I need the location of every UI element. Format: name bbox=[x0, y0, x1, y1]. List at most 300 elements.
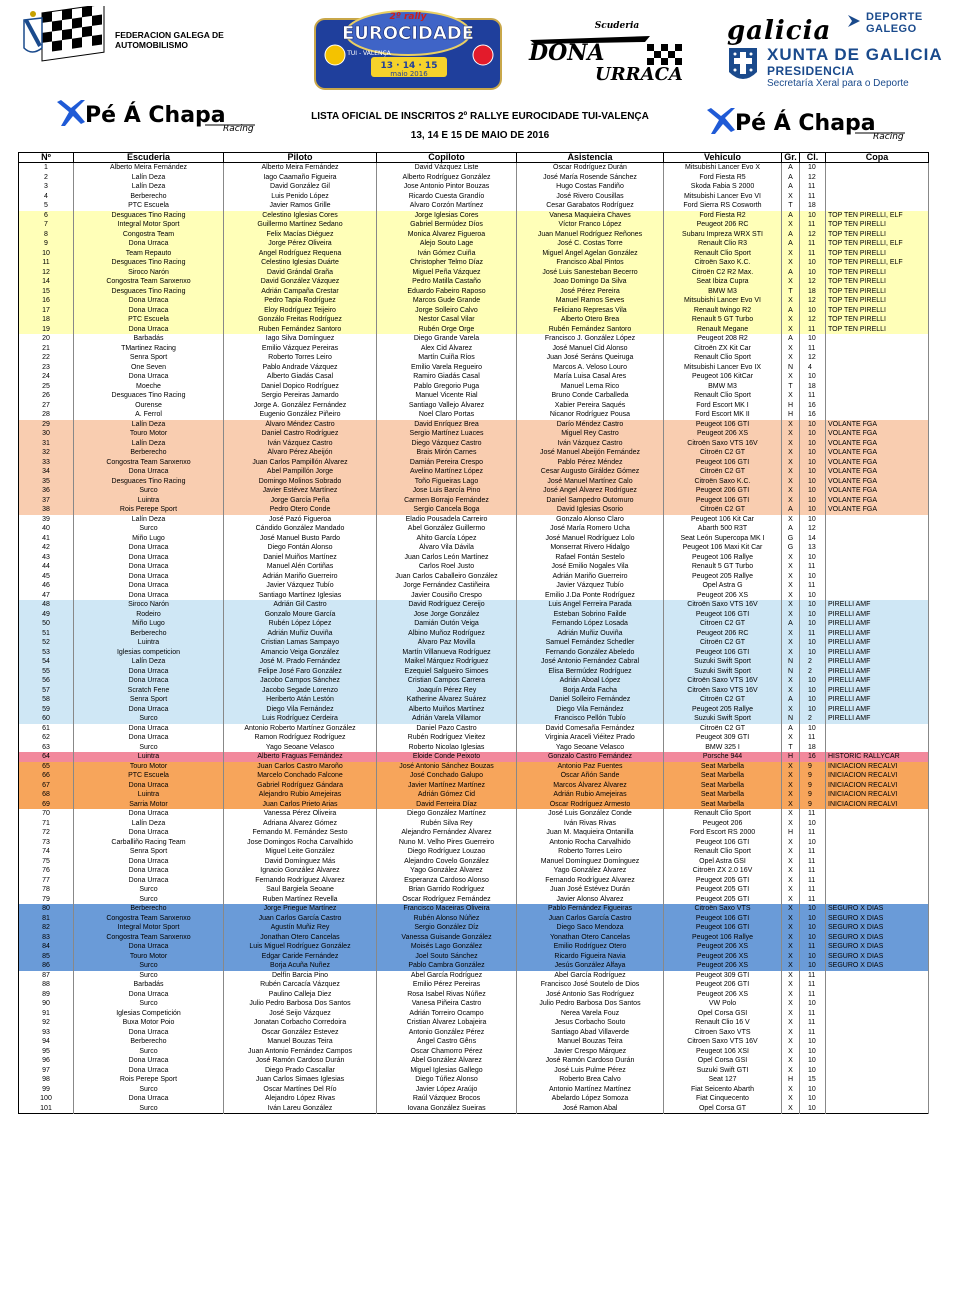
entry-vehiculo: Mitsubishi Lancer Evo VI bbox=[664, 296, 782, 306]
entry-copiloto: Brais Mirón Carnes bbox=[377, 448, 517, 458]
entry-number: 24 bbox=[19, 372, 74, 382]
entry-asistencia: Miguel Rey Castro bbox=[517, 429, 664, 439]
entry-copa bbox=[826, 1075, 929, 1085]
entry-copa bbox=[826, 572, 929, 582]
table-row bbox=[19, 629, 929, 639]
entry-number: 93 bbox=[19, 1028, 74, 1038]
entry-clase: 11 bbox=[800, 990, 826, 1000]
entry-number: 45 bbox=[19, 572, 74, 582]
entry-copiloto: Miguel Peña Vázquez bbox=[377, 268, 517, 278]
entry-grupo: T bbox=[782, 287, 800, 297]
entry-clase: 11 bbox=[800, 895, 826, 905]
entry-copa: SEGURO X DIAS bbox=[826, 933, 929, 943]
entry-asistencia: Manuel Bouzas Teira bbox=[517, 1037, 664, 1047]
entry-copiloto: Brian Garrido Rodríguez bbox=[377, 885, 517, 895]
entry-number: 101 bbox=[19, 1104, 74, 1114]
entry-piloto: Celestino Iglesias Cores bbox=[224, 211, 377, 221]
entry-number: 41 bbox=[19, 534, 74, 544]
entry-piloto: Gonzalo Moure García bbox=[224, 610, 377, 620]
entry-copiloto: Vanessa Guisande González bbox=[377, 933, 517, 943]
entry-piloto: Óscar González Estevez bbox=[224, 1028, 377, 1038]
entry-asistencia: Nicanor Rodríguez Pousa bbox=[517, 410, 664, 420]
entry-clase: 11 bbox=[800, 828, 826, 838]
entry-clase: 11 bbox=[800, 581, 826, 591]
entry-clase: 10 bbox=[800, 1056, 826, 1066]
entry-vehiculo: Citroën C2 GT bbox=[664, 724, 782, 734]
entry-copiloto: Eloide Conde Peixoto bbox=[377, 752, 517, 762]
entry-clase: 11 bbox=[800, 942, 826, 952]
entry-clase: 10 bbox=[800, 448, 826, 458]
entry-vehiculo: Suzuki Swift GTI bbox=[664, 1066, 782, 1076]
entry-vehiculo: Peugeot 106 GTI bbox=[664, 420, 782, 430]
entry-clase: 10 bbox=[800, 467, 826, 477]
table-row bbox=[19, 363, 929, 373]
entry-grupo: X bbox=[782, 1066, 800, 1076]
entry-vehiculo: Peugeot 205 Rallye bbox=[664, 572, 782, 582]
table-row bbox=[19, 904, 929, 914]
entry-piloto: Javier Estévez Martínez bbox=[224, 486, 377, 496]
entry-piloto: Luis Rodríguez Cerdeira bbox=[224, 714, 377, 724]
entry-vehiculo: Peugeot 206 XS bbox=[664, 990, 782, 1000]
entry-vehiculo: BMW 325 I bbox=[664, 743, 782, 753]
entry-vehiculo: Peugeot 106 KitCar bbox=[664, 372, 782, 382]
entry-copiloto: Monica Álvarez Figueroa bbox=[377, 230, 517, 240]
entry-piloto: Ramon Rodríguez Rodríguez bbox=[224, 733, 377, 743]
entry-clase: 10 bbox=[800, 429, 826, 439]
entry-copa: TOP TEN PIRELLI, ELF bbox=[826, 211, 929, 221]
xunta-line1: XUNTA DE GALICIA bbox=[767, 45, 943, 64]
entry-copa: TOP TEN PIRELLI bbox=[826, 277, 929, 287]
entry-piloto: Vanessa Pérez Oliveira bbox=[224, 809, 377, 819]
entry-escuderia: Team Repauto bbox=[74, 249, 224, 259]
entry-grupo: N bbox=[782, 667, 800, 677]
entry-asistencia: Roberto Brea Calvo bbox=[517, 1075, 664, 1085]
entry-piloto: Celestino Iglesias Duárte bbox=[224, 258, 377, 268]
entry-piloto: Jorge García Peña bbox=[224, 496, 377, 506]
entry-vehiculo: Renault Clio 16 V bbox=[664, 1018, 782, 1028]
entry-clase: 10 bbox=[800, 1066, 826, 1076]
table-row bbox=[19, 1056, 929, 1066]
scuderia-dona-urraca-logo bbox=[525, 18, 695, 88]
entry-piloto: José Manuel Busto Pardo bbox=[224, 534, 377, 544]
entry-number: 34 bbox=[19, 467, 74, 477]
entry-number: 76 bbox=[19, 866, 74, 876]
entry-clase: 11 bbox=[800, 192, 826, 202]
entry-number: 5 bbox=[19, 201, 74, 211]
galicia-wordmark: galicia bbox=[727, 16, 832, 46]
entry-copiloto: Alvaro Corzón Martínez bbox=[377, 201, 517, 211]
entry-grupo: X bbox=[782, 961, 800, 971]
entry-grupo: X bbox=[782, 296, 800, 306]
entry-copa bbox=[826, 163, 929, 173]
entry-escuderia: Dona Urraca bbox=[74, 667, 224, 677]
entry-copiloto: Abel González Guillermo bbox=[377, 524, 517, 534]
entry-clase: 12 bbox=[800, 353, 826, 363]
entry-vehiculo: Mitsubishi Lancer Evo VI bbox=[664, 192, 782, 202]
entry-escuderia: Lalín Deza bbox=[74, 420, 224, 430]
deporte-line2: GALEGO bbox=[866, 23, 917, 35]
entry-grupo: T bbox=[782, 382, 800, 392]
entry-asistencia: Monserrat Rivero Hidalgo bbox=[517, 543, 664, 553]
entry-number: 49 bbox=[19, 610, 74, 620]
entry-number: 1 bbox=[19, 163, 74, 173]
entry-copiloto: Javier Martínez Martínez bbox=[377, 781, 517, 791]
entry-clase: 10 bbox=[800, 1104, 826, 1114]
entry-asistencia: Fernando González Abeledo bbox=[517, 648, 664, 658]
entry-piloto: Javier Vázquez Tubío bbox=[224, 581, 377, 591]
entry-copa: TOP TEN PIRELLI bbox=[826, 306, 929, 316]
entry-escuderia: Surco bbox=[74, 999, 224, 1009]
entry-number: 14 bbox=[19, 277, 74, 287]
table-row bbox=[19, 458, 929, 468]
entry-number: 75 bbox=[19, 857, 74, 867]
entry-piloto: Emilio Vázquez Pereiras bbox=[224, 344, 377, 354]
document-title: LISTA OFICIAL DE INSCRITOS 2º RALLYE EUROCIDADE TUI-VALENÇA bbox=[311, 111, 649, 122]
entry-escuderia: Surco bbox=[74, 971, 224, 981]
entry-piloto: Pedro Tapia Rodríguez bbox=[224, 296, 377, 306]
entry-escuderia: Touro Motor bbox=[74, 762, 224, 772]
entry-copiloto: Maikel Márquez Rodríguez bbox=[377, 657, 517, 667]
entry-copa bbox=[826, 1018, 929, 1028]
table-row bbox=[19, 211, 929, 221]
entry-number: 17 bbox=[19, 306, 74, 316]
entry-clase: 9 bbox=[800, 790, 826, 800]
table-row bbox=[19, 961, 929, 971]
entry-clase: 12 bbox=[800, 230, 826, 240]
entry-vehiculo: Peugeot 106 GTI bbox=[664, 610, 782, 620]
entry-asistencia: Daniel Solleiro Fernández bbox=[517, 695, 664, 705]
entry-copiloto: Ramiro Giadás Casal bbox=[377, 372, 517, 382]
entry-escuderia: Lalín Deza bbox=[74, 657, 224, 667]
entry-escuderia: Dona Urraca bbox=[74, 942, 224, 952]
entry-clase: 11 bbox=[800, 325, 826, 335]
table-row bbox=[19, 467, 929, 477]
entry-vehiculo: Citroën Saxo VTS bbox=[664, 904, 782, 914]
entry-grupo: X bbox=[782, 258, 800, 268]
entry-grupo: X bbox=[782, 448, 800, 458]
entry-clase: 10 bbox=[800, 1094, 826, 1104]
col-header-grupo: Gr. bbox=[782, 153, 800, 163]
entry-clase: 18 bbox=[800, 201, 826, 211]
entry-grupo: X bbox=[782, 790, 800, 800]
entry-asistencia: David Comesaña Fernández bbox=[517, 724, 664, 734]
entry-asistencia: Juan José Seráns Queiruga bbox=[517, 353, 664, 363]
entry-escuderia: Congostra Team Sanxenxo bbox=[74, 933, 224, 943]
entry-copiloto: Eladio Pousadela Carreiro bbox=[377, 515, 517, 525]
entry-copiloto: Jorge Iglesias Cores bbox=[377, 211, 517, 221]
entry-clase: 10 bbox=[800, 477, 826, 487]
document-date: 13, 14 E 15 DE MAIO DE 2016 bbox=[410, 130, 550, 141]
entry-number: 23 bbox=[19, 363, 74, 373]
entry-number: 52 bbox=[19, 638, 74, 648]
entry-piloto: Álvaro Méndez Castro bbox=[224, 420, 377, 430]
entry-asistencia: Ricardo Figueira Navia bbox=[517, 952, 664, 962]
entry-asistencia: Víctor Franco López bbox=[517, 220, 664, 230]
entry-copiloto: Ángel Castro Gêns bbox=[377, 1037, 517, 1047]
entry-copa bbox=[826, 581, 929, 591]
entry-number: 21 bbox=[19, 344, 74, 354]
entry-copiloto: Jose Luis Barcía Pino bbox=[377, 486, 517, 496]
entry-escuderia: Dona Urraca bbox=[74, 809, 224, 819]
entry-copiloto: Raúl Vázquez Brocos bbox=[377, 1094, 517, 1104]
entry-escuderia: Dona Urraca bbox=[74, 724, 224, 734]
entry-piloto: Juan Carlos Pampillón Álvarez bbox=[224, 458, 377, 468]
table-row bbox=[19, 667, 929, 677]
entry-number: 29 bbox=[19, 420, 74, 430]
entry-copa: VOLANTE FGA bbox=[826, 458, 929, 468]
entry-clase: 18 bbox=[800, 382, 826, 392]
entry-number: 20 bbox=[19, 334, 74, 344]
entry-number: 89 bbox=[19, 990, 74, 1000]
entry-copiloto: Katherine Álvarez Suárez bbox=[377, 695, 517, 705]
entry-grupo: H bbox=[782, 410, 800, 420]
entry-escuderia: Iglesias Competición bbox=[74, 1009, 224, 1019]
entry-asistencia: Santiago Abad Villaverde bbox=[517, 1028, 664, 1038]
entry-copiloto: Martín Villanueva Rodríguez bbox=[377, 648, 517, 658]
entry-copa: TOP TEN PIRELLI bbox=[826, 315, 929, 325]
entry-piloto: Pedro Otero Conde bbox=[224, 505, 377, 515]
entry-vehiculo: Skoda Fabia S 2000 bbox=[664, 182, 782, 192]
entry-vehiculo: Peugeot 106 XSI bbox=[664, 1047, 782, 1057]
entry-vehiculo: Peugeot 206 XS bbox=[664, 429, 782, 439]
entry-copiloto: Álvaro Vila Dávila bbox=[377, 543, 517, 553]
entry-grupo: X bbox=[782, 458, 800, 468]
entry-copa bbox=[826, 382, 929, 392]
entry-copiloto: José Antonio Sánchez Bouzas bbox=[377, 762, 517, 772]
entry-asistencia: Bruno Conde Carballeda bbox=[517, 391, 664, 401]
entry-escuderia: Dona Urraca bbox=[74, 990, 224, 1000]
entry-clase: 10 bbox=[800, 933, 826, 943]
entry-asistencia: Adrián Muñiz Ouviña bbox=[517, 629, 664, 639]
entry-grupo: H bbox=[782, 1075, 800, 1085]
entry-escuderia: Dona Urraca bbox=[74, 828, 224, 838]
entry-copa bbox=[826, 363, 929, 373]
entry-escuderia: Surco bbox=[74, 1047, 224, 1057]
table-row bbox=[19, 296, 929, 306]
entry-vehiculo: Peugeot 106 GTI bbox=[664, 923, 782, 933]
xunta-line3: Secretaría Xeral para o Deporte bbox=[767, 78, 909, 89]
entry-copiloto: Albino Muñoz Rodríguez bbox=[377, 629, 517, 639]
entry-grupo: X bbox=[782, 562, 800, 572]
entry-clase: 11 bbox=[800, 866, 826, 876]
entry-number: 66 bbox=[19, 771, 74, 781]
entry-asistencia: Virginia Araceli Viéitez Prado bbox=[517, 733, 664, 743]
table-row bbox=[19, 239, 929, 249]
entry-vehiculo: Citroën Saxo VTS 16V bbox=[664, 676, 782, 686]
entry-grupo: X bbox=[782, 648, 800, 658]
entry-asistencia: José Ramon Abal bbox=[517, 1104, 664, 1114]
entry-clase: 15 bbox=[800, 1075, 826, 1085]
entry-number: 7 bbox=[19, 220, 74, 230]
entry-vehiculo: Opel Corsa GSI bbox=[664, 1009, 782, 1019]
table-row bbox=[19, 553, 929, 563]
entry-asistencia: Jesús González Alfaya bbox=[517, 961, 664, 971]
entry-number: 54 bbox=[19, 657, 74, 667]
entry-copa bbox=[826, 857, 929, 867]
entry-copiloto: Moisés Lago González bbox=[377, 942, 517, 952]
entry-escuderia: Dona Urraca bbox=[74, 705, 224, 715]
entry-copa: VOLANTE FGA bbox=[826, 486, 929, 496]
entry-grupo: X bbox=[782, 220, 800, 230]
table-row bbox=[19, 638, 929, 648]
entry-clase: 11 bbox=[800, 391, 826, 401]
entry-escuderia: Dona Urraca bbox=[74, 572, 224, 582]
table-row bbox=[19, 914, 929, 924]
entry-piloto: José Ramón Cardoso Durán bbox=[224, 1056, 377, 1066]
entry-grupo: G bbox=[782, 543, 800, 553]
entry-vehiculo: Peugeot 206 GTI bbox=[664, 980, 782, 990]
entry-vehiculo: Ford Fiesta R5 bbox=[664, 173, 782, 183]
entry-vehiculo: Citroën ZX 2.0 16V bbox=[664, 866, 782, 876]
entry-grupo: X bbox=[782, 572, 800, 582]
entry-escuderia: Surco bbox=[74, 486, 224, 496]
entry-asistencia: Diego Saco Mendoza bbox=[517, 923, 664, 933]
entry-asistencia: José Antonio Sas Rodríguez bbox=[517, 990, 664, 1000]
entry-clase: 9 bbox=[800, 781, 826, 791]
entry-vehiculo: Peugeot 106 GTI bbox=[664, 914, 782, 924]
entry-copa bbox=[826, 201, 929, 211]
entry-asistencia: Antonio Martínez Martínez bbox=[517, 1085, 664, 1095]
entry-asistencia: Abel García Rodríguez bbox=[517, 971, 664, 981]
entry-copa bbox=[826, 344, 929, 354]
pe-sub-left: Racing bbox=[223, 124, 254, 134]
entry-number: 85 bbox=[19, 952, 74, 962]
entry-vehiculo: Renault 5 GT Turbo bbox=[664, 315, 782, 325]
entry-vehiculo: Citroën Saxo VTS 16V bbox=[664, 439, 782, 449]
table-row bbox=[19, 477, 929, 487]
entry-asistencia: José Manuel Rodríguez Lolo bbox=[517, 534, 664, 544]
entry-copa: SEGURO X DIAS bbox=[826, 923, 929, 933]
entry-escuderia: Luintra bbox=[74, 790, 224, 800]
entry-grupo: A bbox=[782, 239, 800, 249]
entry-vehiculo: Peugeot 106 Rallye bbox=[664, 933, 782, 943]
entry-copa: PIRELLI AMF bbox=[826, 610, 929, 620]
entry-piloto: Oscar Martínes Del Río bbox=[224, 1085, 377, 1095]
entry-asistencia: Fernando López Losada bbox=[517, 619, 664, 629]
entry-number: 100 bbox=[19, 1094, 74, 1104]
xunta-cross-icon bbox=[727, 46, 759, 86]
entry-piloto: Edgar Caride Fernández bbox=[224, 952, 377, 962]
table-row bbox=[19, 534, 929, 544]
entry-copiloto: Vanesa Piñeira Castro bbox=[377, 999, 517, 1009]
entry-asistencia: Rubén Fernández Santoro bbox=[517, 325, 664, 335]
entry-grupo: X bbox=[782, 980, 800, 990]
table-row bbox=[19, 610, 929, 620]
table-row bbox=[19, 306, 929, 316]
table-row bbox=[19, 410, 929, 420]
entry-vehiculo: Renault Clio Sport bbox=[664, 847, 782, 857]
entry-clase: 18 bbox=[800, 743, 826, 753]
entry-copa: INICIACION RECALVI bbox=[826, 800, 929, 810]
entry-vehiculo: Peugeot 205 GTI bbox=[664, 876, 782, 886]
entry-escuderia: Surco bbox=[74, 1104, 224, 1114]
entry-grupo: X bbox=[782, 942, 800, 952]
entry-clase: 10 bbox=[800, 458, 826, 468]
entry-copiloto: Sergio Cancela Boga bbox=[377, 505, 517, 515]
entry-copiloto: Carmen Borrajo Fernández bbox=[377, 496, 517, 506]
entry-escuderia: Dona Urraca bbox=[74, 781, 224, 791]
pe-a-chapa-logo-right bbox=[705, 106, 915, 142]
table-row bbox=[19, 847, 929, 857]
entry-number: 80 bbox=[19, 904, 74, 914]
entry-escuderia: Dona Urraca bbox=[74, 562, 224, 572]
entry-escuderia: PTC Escuela bbox=[74, 315, 224, 325]
entry-piloto: Fernando Rodríguez Álvarez bbox=[224, 876, 377, 886]
entry-asistencia: Francisco José Soutelo de Dios bbox=[517, 980, 664, 990]
entry-number: 47 bbox=[19, 591, 74, 601]
entry-asistencia: José Ramón Cardoso Durán bbox=[517, 1056, 664, 1066]
entry-number: 97 bbox=[19, 1066, 74, 1076]
entry-number: 82 bbox=[19, 923, 74, 933]
entry-copa: SEGURO X DIAS bbox=[826, 952, 929, 962]
col-header-copa: Copa bbox=[826, 153, 929, 163]
entry-number: 46 bbox=[19, 581, 74, 591]
entry-copa: PIRELLI AMF bbox=[826, 686, 929, 696]
table-row bbox=[19, 268, 929, 278]
entry-copa bbox=[826, 828, 929, 838]
entry-grupo: X bbox=[782, 1028, 800, 1038]
entry-grupo: X bbox=[782, 705, 800, 715]
entry-asistencia: Emilio Rodríguez Otero bbox=[517, 942, 664, 952]
table-row bbox=[19, 543, 929, 553]
entry-asistencia: Óscar Añón Sande bbox=[517, 771, 664, 781]
entry-escuderia: Luintra bbox=[74, 752, 224, 762]
entry-asistencia: Daniel Sampedro Outomuro bbox=[517, 496, 664, 506]
entry-copa: PIRELLI AMF bbox=[826, 619, 929, 629]
table-row bbox=[19, 201, 929, 211]
entry-number: 88 bbox=[19, 980, 74, 990]
entry-asistencia: Cesar Augusto Giráldez Gómez bbox=[517, 467, 664, 477]
entry-piloto: Daniel Dopico Rodríguez bbox=[224, 382, 377, 392]
entry-grupo: X bbox=[782, 866, 800, 876]
entry-asistencia: Elisa Bermúdez Rodríguez bbox=[517, 667, 664, 677]
entry-escuderia: Dona Urraca bbox=[74, 372, 224, 382]
entry-copa: TOP TEN PIRELLI bbox=[826, 230, 929, 240]
entry-clase: 10 bbox=[800, 268, 826, 278]
entry-copiloto: Pedro Matilla Castaño bbox=[377, 277, 517, 287]
entry-piloto: Fernando M. Fernández Sesto bbox=[224, 828, 377, 838]
entry-clase: 9 bbox=[800, 800, 826, 810]
entry-piloto: Sergio Pereiras Jamardo bbox=[224, 391, 377, 401]
entry-number: 8 bbox=[19, 230, 74, 240]
entry-clase: 10 bbox=[800, 686, 826, 696]
entry-grupo: X bbox=[782, 610, 800, 620]
entry-copiloto: Sergio González Díz bbox=[377, 923, 517, 933]
entry-asistencia: Esteban Sobrino Failde bbox=[517, 610, 664, 620]
entry-vehiculo: Citroën Saxo VTS 16V bbox=[664, 686, 782, 696]
entry-asistencia: José Luis Pulme Pérez bbox=[517, 1066, 664, 1076]
entry-vehiculo: Seat Marbella bbox=[664, 790, 782, 800]
entry-grupo: X bbox=[782, 467, 800, 477]
entry-clase: 10 bbox=[800, 486, 826, 496]
entry-clase: 10 bbox=[800, 999, 826, 1009]
table-row bbox=[19, 743, 929, 753]
entry-grupo: X bbox=[782, 486, 800, 496]
entry-copa bbox=[826, 999, 929, 1009]
entry-copiloto: Jorge Solleiro Calvo bbox=[377, 306, 517, 316]
entry-escuderia: Ourense bbox=[74, 401, 224, 411]
entry-escuderia: Dona Urraca bbox=[74, 581, 224, 591]
entry-copiloto: Joaquín Pérez Rey bbox=[377, 686, 517, 696]
entry-piloto: Iago Caamaño Figueira bbox=[224, 173, 377, 183]
table-row bbox=[19, 486, 929, 496]
entry-clase: 18 bbox=[800, 287, 826, 297]
entry-copa: SEGURO X DIAS bbox=[826, 904, 929, 914]
entry-piloto: Rubén López López bbox=[224, 619, 377, 629]
entry-number: 27 bbox=[19, 401, 74, 411]
table-row bbox=[19, 828, 929, 838]
entry-vehiculo: Fiat Cinquecento bbox=[664, 1094, 782, 1104]
